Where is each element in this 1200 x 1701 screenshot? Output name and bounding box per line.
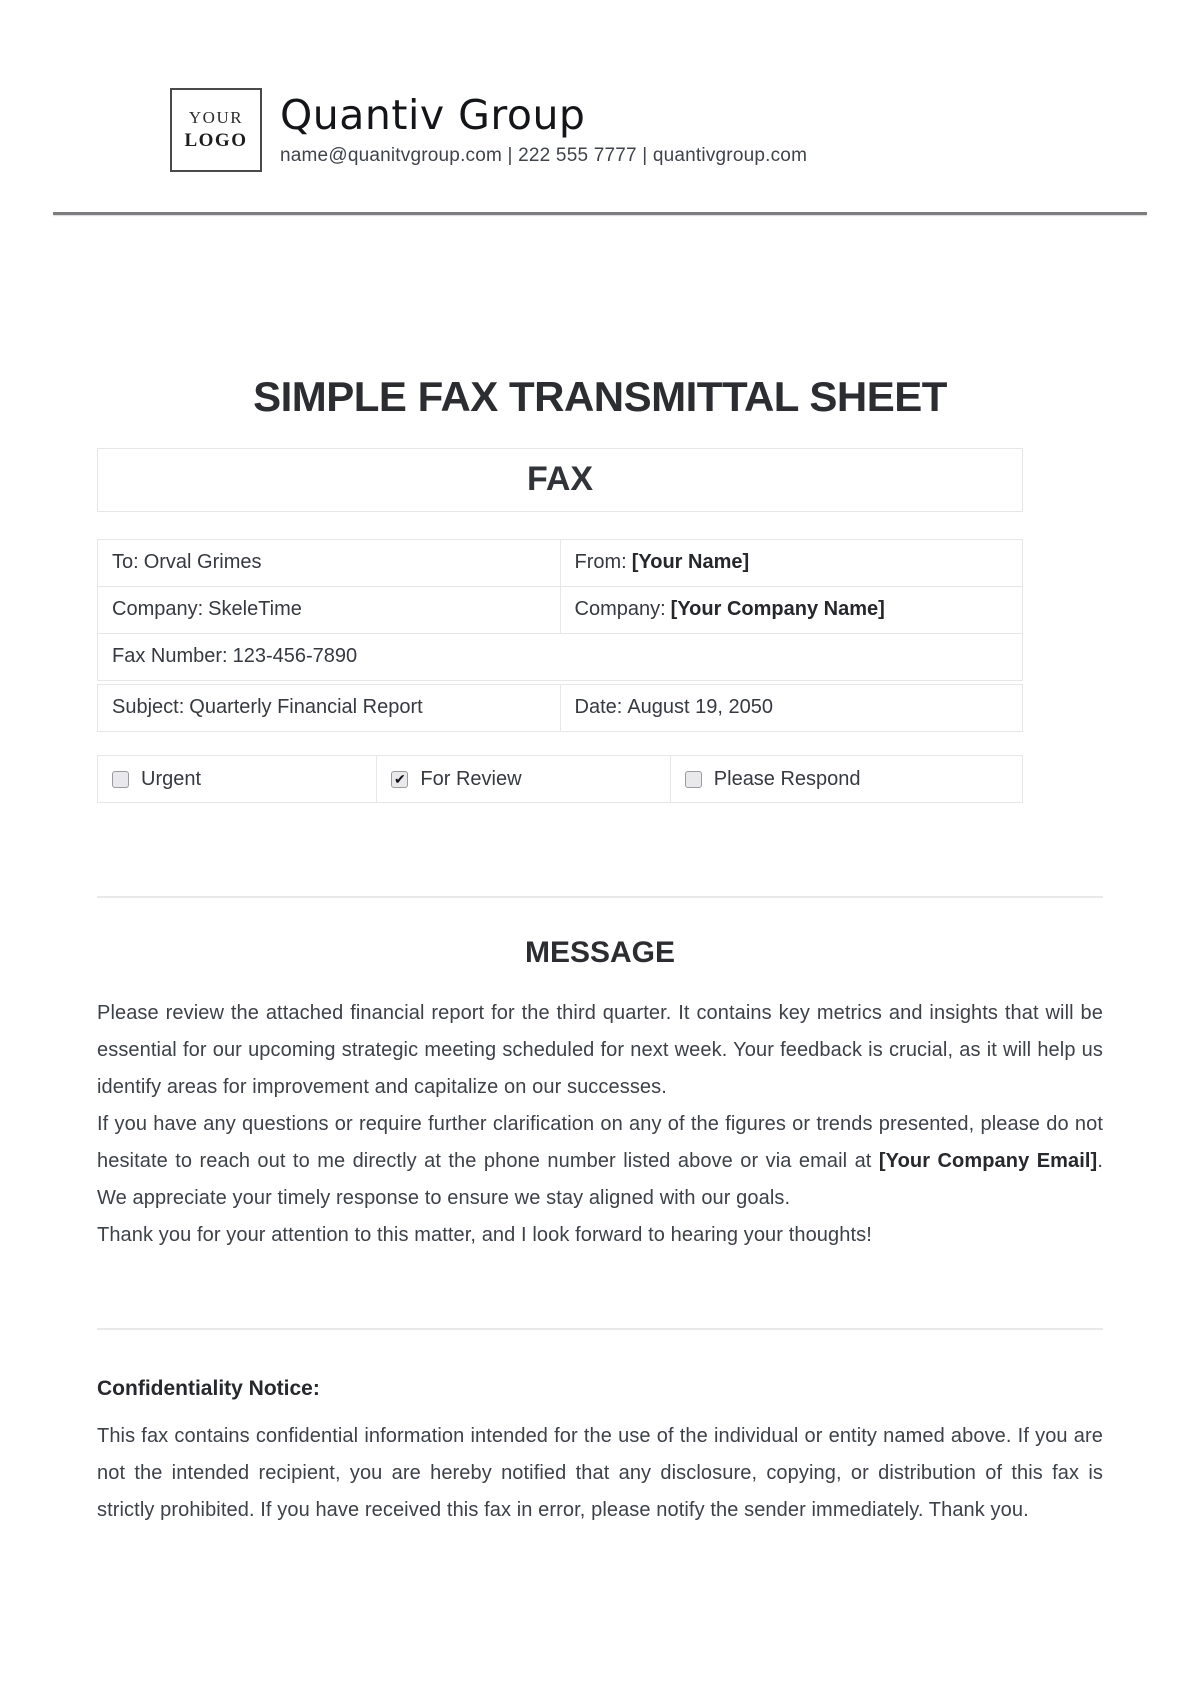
message-heading: MESSAGE	[524, 936, 676, 969]
fax-heading: FAX	[526, 460, 594, 498]
message-paragraph-1: Please review the attached financial report for the third quarter. It contains key metrics and insights that will be essential for our upcoming strategic meeting scheduled for next week. Your feedback is crucial, as it will help us identify areas for improvement and capitalize on our successes.	[97, 1002, 1103, 1098]
to-value: Orval Grimes	[143, 551, 262, 573]
from-label: From:	[574, 551, 627, 573]
confidentiality-section-divider	[97, 1328, 1103, 1330]
logo-text-logo: LOGO	[184, 130, 248, 151]
urgent-option	[98, 756, 376, 802]
fax-number-cell	[98, 634, 1023, 681]
fax-document-page	[97, 0, 1103, 1529]
company-to-cell	[98, 587, 561, 634]
table-row-fax-number	[98, 634, 1023, 681]
to-cell	[98, 540, 561, 587]
table-row-subject-date	[98, 685, 1023, 732]
fax-fields-table	[97, 539, 1023, 681]
confidentiality-heading: Confidentiality Notice:	[97, 1377, 320, 1400]
company-logo-placeholder	[170, 88, 262, 172]
urgent-label: Urgent	[141, 767, 202, 790]
message-paragraph-3: Thank you for your attention to this matter, and I look forward to hearing your thoughts!	[97, 1224, 872, 1246]
message-section-divider	[97, 896, 1103, 898]
message-paragraph-2	[97, 1106, 1103, 1217]
date-value: August 19, 2050	[627, 696, 773, 718]
confidentiality-body: This fax contains confidential information intended for the use of the individual or entity named above. If you are not the intended recipient, you are hereby notified that any disclosure, copying, or distribution of this fax is strictly prohibited. If you have received this fax in error, please notify the sender immediately. Thank you.	[97, 1425, 1103, 1521]
company-to-label: Company:	[112, 598, 204, 620]
from-cell	[560, 540, 1023, 587]
for-review-label: For Review	[420, 767, 522, 790]
urgent-checkbox[interactable]	[112, 771, 129, 788]
to-label: To:	[112, 551, 139, 573]
table-row-company	[98, 587, 1023, 634]
logo-text-your: YOUR	[188, 108, 244, 127]
please-respond-checkbox[interactable]	[685, 771, 702, 788]
table-row-to-from	[98, 540, 1023, 587]
subject-value: Quarterly Financial Report	[189, 696, 423, 718]
for-review-checkbox[interactable]	[391, 771, 408, 788]
header-divider	[53, 212, 1147, 215]
fax-number-label: Fax Number:	[112, 645, 228, 667]
priority-checkbox-row	[97, 755, 1023, 803]
for-review-option	[376, 756, 669, 802]
date-label: Date:	[574, 696, 623, 718]
company-name: Quantiv Group	[280, 91, 586, 140]
company-header-text	[280, 93, 807, 166]
company-to-value: SkeleTime	[208, 598, 302, 620]
company-email-placeholder: [Your Company Email]	[878, 1150, 1098, 1172]
please-respond-label: Please Respond	[713, 767, 861, 790]
please-respond-option	[670, 756, 1022, 802]
company-from-value: [Your Company Name]	[670, 598, 885, 620]
from-value: [Your Name]	[631, 551, 750, 573]
message-paragraph-2-text: If you have any questions or require further clarification on any of the figures or trends presented, please do not hesitate to reach out to me directly at the phone number listed above or via email at	[97, 1113, 1103, 1172]
company-from-label: Company:	[574, 598, 666, 620]
company-contact-line: name@quanitvgroup.com | 222 555 7777 | quantivgroup.com	[280, 144, 808, 166]
subject-date-table	[97, 684, 1023, 732]
message-paragraph-2-tail: . We appreciate your timely response to ensure we stay aligned with our goals.	[97, 1150, 1103, 1209]
date-cell	[560, 685, 1023, 732]
fax-number-value: 123-456-7890	[232, 645, 358, 667]
subject-cell	[98, 685, 561, 732]
company-from-cell	[560, 587, 1023, 634]
fax-heading-box	[97, 448, 1023, 512]
company-header	[97, 88, 1103, 172]
subject-label: Subject:	[112, 696, 185, 718]
page-title: SIMPLE FAX TRANSMITTAL SHEET	[253, 373, 947, 420]
